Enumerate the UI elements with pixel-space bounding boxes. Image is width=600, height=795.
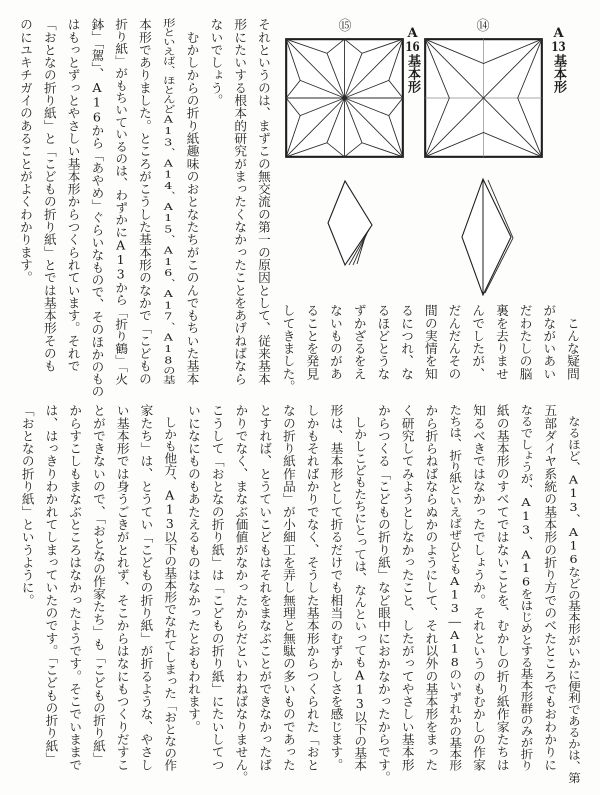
upper-right-text-column: ないものがあ — [328, 304, 343, 380]
lower-text-column: こうして「おとなの折り紙」は「こどもの折り紙」にたいしてつ — [209, 403, 225, 771]
figure-15-caption: A16基本形 — [405, 26, 420, 93]
upper-right-text-column: こんな疑問 — [565, 304, 580, 380]
upper-right-text-column: だわたしの脳 — [517, 304, 533, 380]
upper-left-text-column: 本形でありました。ところがこうした基本形のなかで「こどもの — [137, 17, 152, 385]
upper-right-text-column: ずかざるをえ — [351, 304, 367, 380]
upper-right-text-column: るにつれ、な — [399, 304, 415, 380]
lower-text-column: 知るべきではなかったでしょうか。それというのもむかしの作家 — [471, 403, 486, 771]
lower-text-column: く研究してみようとしなかったこと、したがってやさしい基本形 — [399, 403, 415, 771]
upper-right-text-column: がながいあい — [541, 304, 557, 380]
upper-right-text-column: してきました。 — [280, 304, 296, 393]
lower-text-column: 五部ダイヤ系統の基本形の折り方でのべたところでもおわかりに — [542, 403, 558, 771]
upper-right-text-column: ることを発見 — [304, 304, 320, 380]
lower-text-column: からすこしもまなぶところはなかったようです。そこでいままで — [67, 403, 83, 771]
lower-text-column: なるほど、A13、A16などの基本形がいかに便利であるかは、第 — [566, 403, 581, 784]
upper-right-text-column: 間の実情を知 — [422, 304, 438, 380]
lower-text-column: 家たち」は、とうてい「こどもの折り紙」が折るような、やさし — [138, 403, 154, 771]
lower-text-column: 形は、基本形として折るだけでも相当のむずかしさを感じます。 — [328, 403, 344, 771]
figure-15-number: ⑮ — [338, 19, 352, 34]
lower-text-column: かりでなく、まなぶ価値がなかったからだといわねばなりません。 — [233, 403, 249, 783]
upper-left-text-column: ないでしょう。 — [208, 17, 224, 107]
upper-left-text-column: はもっとずっとやさしい基本形からつくられています。それで — [65, 17, 81, 372]
lower-text-column: なの折り紙作品」が小細工を弄し無理と無駄の多いものであった — [281, 403, 296, 771]
upper-left-text-column: 鉢」「駕」、A16から「あやめ」ぐらいなもので、そのほかのもの — [89, 17, 105, 398]
lower-text-column: は、はっきりわかれてしまっていたのです。「こどもの折り紙」 — [43, 403, 59, 765]
upper-left-text-column: 形といえば、ほとんどA13、A14、A15、A16、A17、A18の基 — [160, 17, 176, 385]
figure-14-number: ⑭ — [476, 19, 490, 34]
upper-left-text-column: 形にたいする根本的研究がまったくなかったことをあげねばなら — [232, 17, 248, 385]
upper-left-text-column: それというのは、まずこの無交流の第一の原因として、従来基本 — [256, 17, 271, 385]
upper-left-text-column: のにユキチガイのあることがよくわかります。 — [18, 17, 33, 284]
lower-text-column: しかしこどもたちにとっては、なんといってもA13以下の基本 — [352, 403, 368, 771]
figure-14-caption: A13基本形 — [551, 26, 566, 93]
upper-left-text-column: 折り紙」がもちいているのは、わずかにA13から「折り鶴」「火 — [113, 17, 129, 385]
lower-text-column: しかもそればかりでなく、そうした基本形からつくられた「おと — [304, 403, 320, 771]
lower-text-column: とすれば、とうていこどもはそれをまなぶことができなかったば — [257, 403, 273, 771]
upper-right-text-column: んでしたが、 — [470, 304, 486, 380]
lower-text-column: からつくる「こどもの折り紙」など眼中におかなかったからです。 — [376, 403, 391, 783]
lower-text-column: 紙の基本形のすべてではないことを、むかしの折り紙作家たちは — [494, 403, 510, 771]
lower-text-column: いになにものもあたえるものはなかったとおもわれます。 — [186, 403, 201, 733]
lower-text-column: たちは、折り紙といえばぜひともA13―A18のいずれかの基本形 — [447, 403, 463, 771]
lower-text-column: 「おとなの折り紙」というように。 — [19, 403, 35, 606]
upper-left-text-column: むかしからの折り紙趣味のおとなたちがこのんでもちいた基本 — [184, 17, 200, 385]
lower-text-column: から折らねばならぬかのようにして、それ以外の基本形をまった — [423, 403, 439, 771]
lower-text-column: い基本形では身うごきがとれず、そこからはなにもつくりだすこ — [114, 403, 130, 771]
upper-right-text-column: だんだんその — [446, 304, 462, 380]
upper-right-text-column: 裏を去りませ — [493, 304, 509, 380]
lower-text-column: しかも他方、A13以下の基本形でなれてしまった「おとなの作 — [162, 403, 178, 771]
upper-right-text-column: るほどとうな — [375, 304, 391, 380]
upper-left-text-column: 「おとなの折り紙」と「こどもの折り紙」とでは基本形そのも — [41, 17, 57, 372]
lower-text-column: なるでしょうが、A13、A16をはじめとする基本形群のみが折り — [518, 403, 534, 771]
lower-text-column: とができないので、「おとなの作家たち」も「こどもの折り紙」 — [91, 403, 106, 765]
